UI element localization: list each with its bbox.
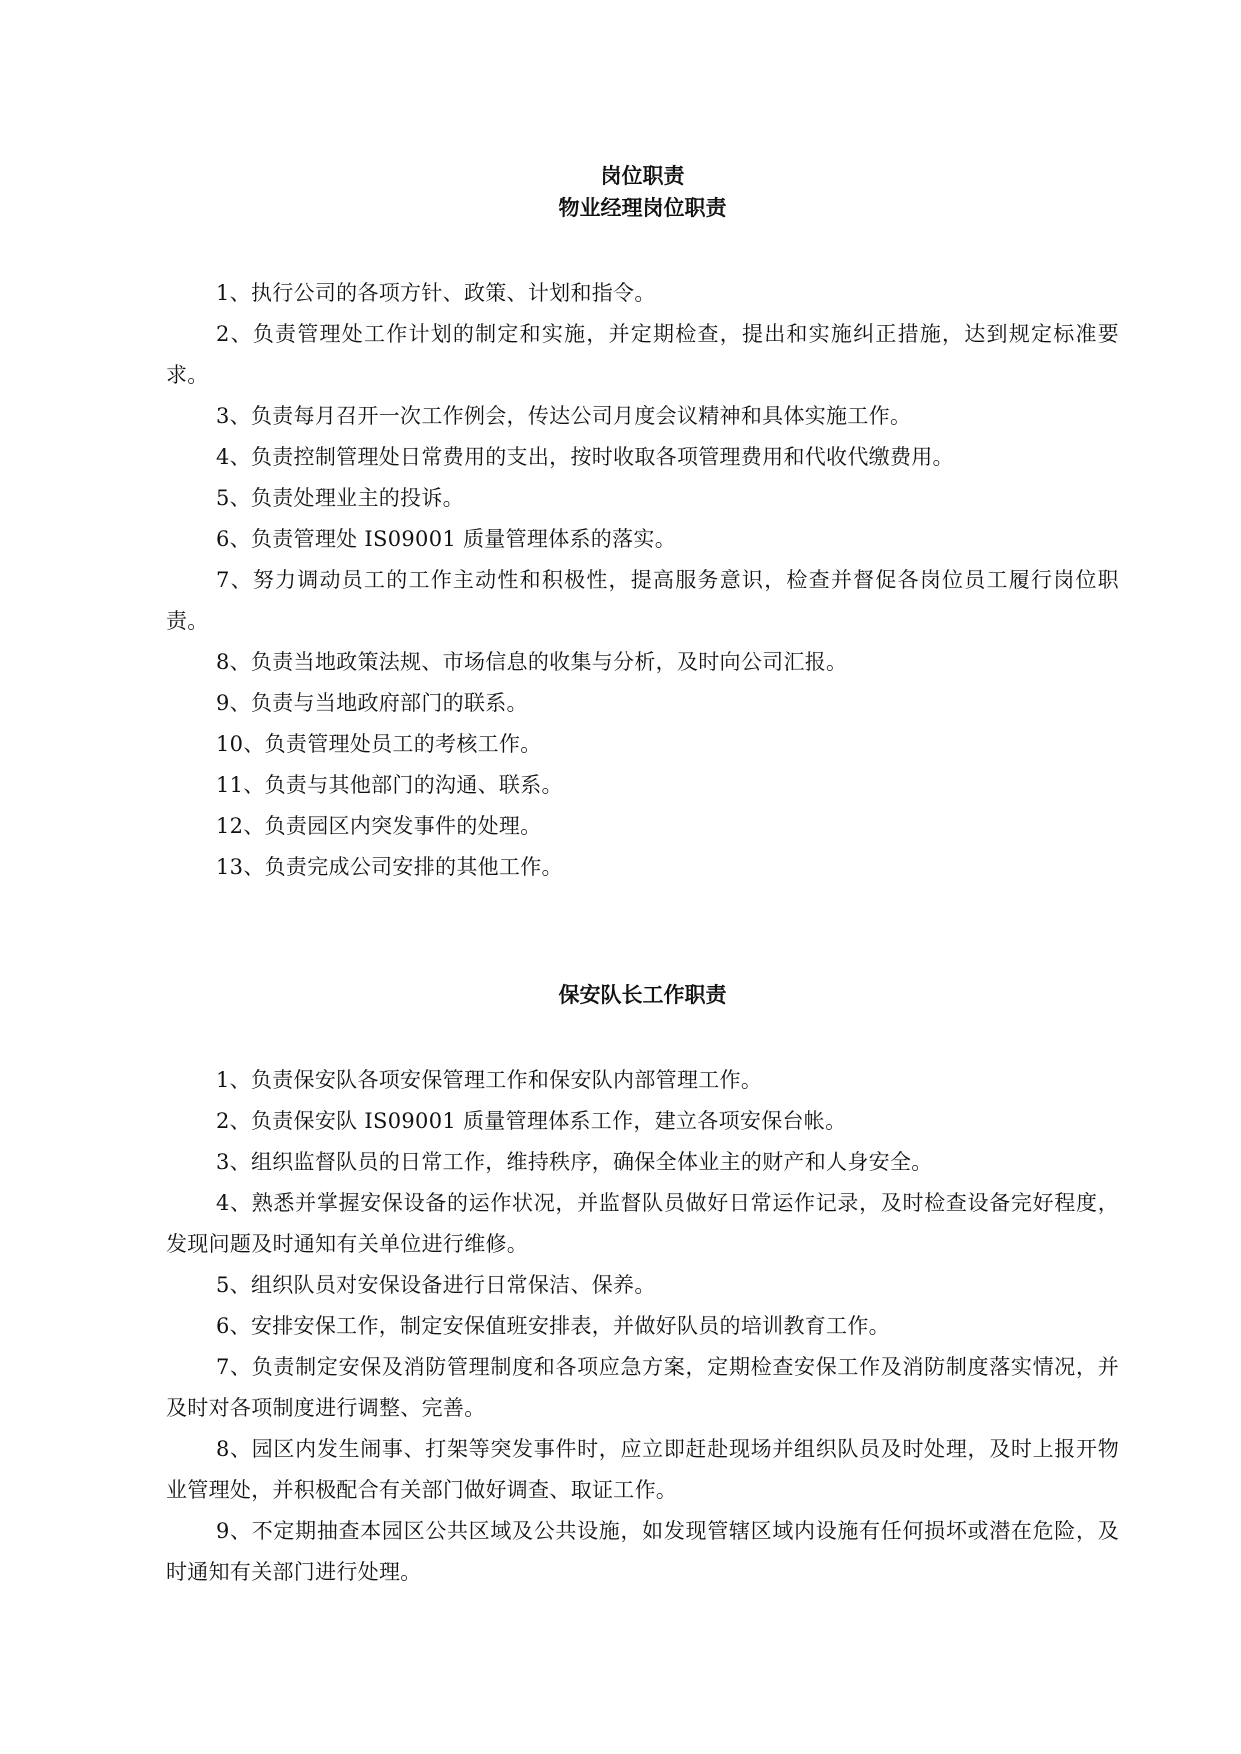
section2-title: 保安队长工作职责 (558, 983, 727, 1007)
list-item: 4、熟悉并掌握安保设备的运作状况，并监督队员做好日常运作记录，及时检查设备完好程度，发现问题及时通知有关单位进行维修。 (166, 1191, 1119, 1256)
list-item: 5、负责处理业主的投诉。 (216, 486, 464, 510)
list-item: 2、负责管理处工作计划的制定和实施，并定期检查，提出和实施纠正措施，达到规定标准要求。 (166, 322, 1119, 387)
list-item: 2、负责保安队 IS09001 质量管理体系工作，建立各项安保台帐。 (216, 1109, 847, 1133)
list-item: 4、负责控制管理处日常费用的支出，按时收取各项管理费用和代收代缴费用。 (216, 445, 954, 469)
list-item: 7、努力调动员工的工作主动性和积极性，提高服务意识，检查并督促各岗位员工履行岗位职责。 (166, 568, 1119, 633)
list-item: 12、负责园区内突发事件的处理。 (216, 814, 542, 838)
document-page (166, 160, 1119, 1593)
list-item: 10、负责管理处员工的考核工作。 (216, 732, 542, 756)
list-item: 8、园区内发生闹事、打架等突发事件时，应立即赶赴现场并组织队员及时处理，及时上报开物业管理处，并积极配合有关部门做好调查、取证工作。 (166, 1437, 1119, 1502)
list-item: 6、安排安保工作，制定安保值班安排表，并做好队员的培训教育工作。 (216, 1314, 890, 1338)
list-item: 8、负责当地政策法规、市场信息的收集与分析，及时向公司汇报。 (216, 650, 848, 674)
list-item: 13、负责完成公司安排的其他工作。 (216, 855, 563, 879)
list-item: 5、组织队员对安保设备进行日常保洁、保养。 (216, 1273, 656, 1297)
list-item: 1、负责保安队各项安保管理工作和保安队内部管理工作。 (216, 1068, 763, 1092)
list-item: 3、负责每月召开一次工作例会，传达公司月度会议精神和具体实施工作。 (216, 404, 912, 428)
list-item: 9、不定期抽查本园区公共区域及公共设施，如发现管辖区域内设施有任何损坏或潜在危险，及时通知有关部门进行处理。 (166, 1519, 1119, 1584)
list-item: 3、组织监督队员的日常工作，维持秩序，确保全体业主的财产和人身安全。 (216, 1150, 933, 1174)
list-item: 11、负责与其他部门的沟通、联系。 (216, 773, 563, 797)
list-item: 1、执行公司的各项方针、政策、计划和指令。 (216, 281, 656, 305)
main-title: 岗位职责 (600, 164, 685, 188)
list-item: 9、负责与当地政府部门的联系。 (216, 691, 528, 715)
section1-list (166, 273, 1119, 888)
list-item: 6、负责管理处 IS09001 质量管理体系的落实。 (216, 527, 676, 551)
list-item: 7、负责制定安保及消防管理制度和各项应急方案，定期检查安保工作及消防制度落实情况，并及时对各项制度进行调整、完善。 (166, 1355, 1119, 1420)
section1-title: 物业经理岗位职责 (558, 196, 727, 220)
section2-list (166, 1060, 1119, 1593)
